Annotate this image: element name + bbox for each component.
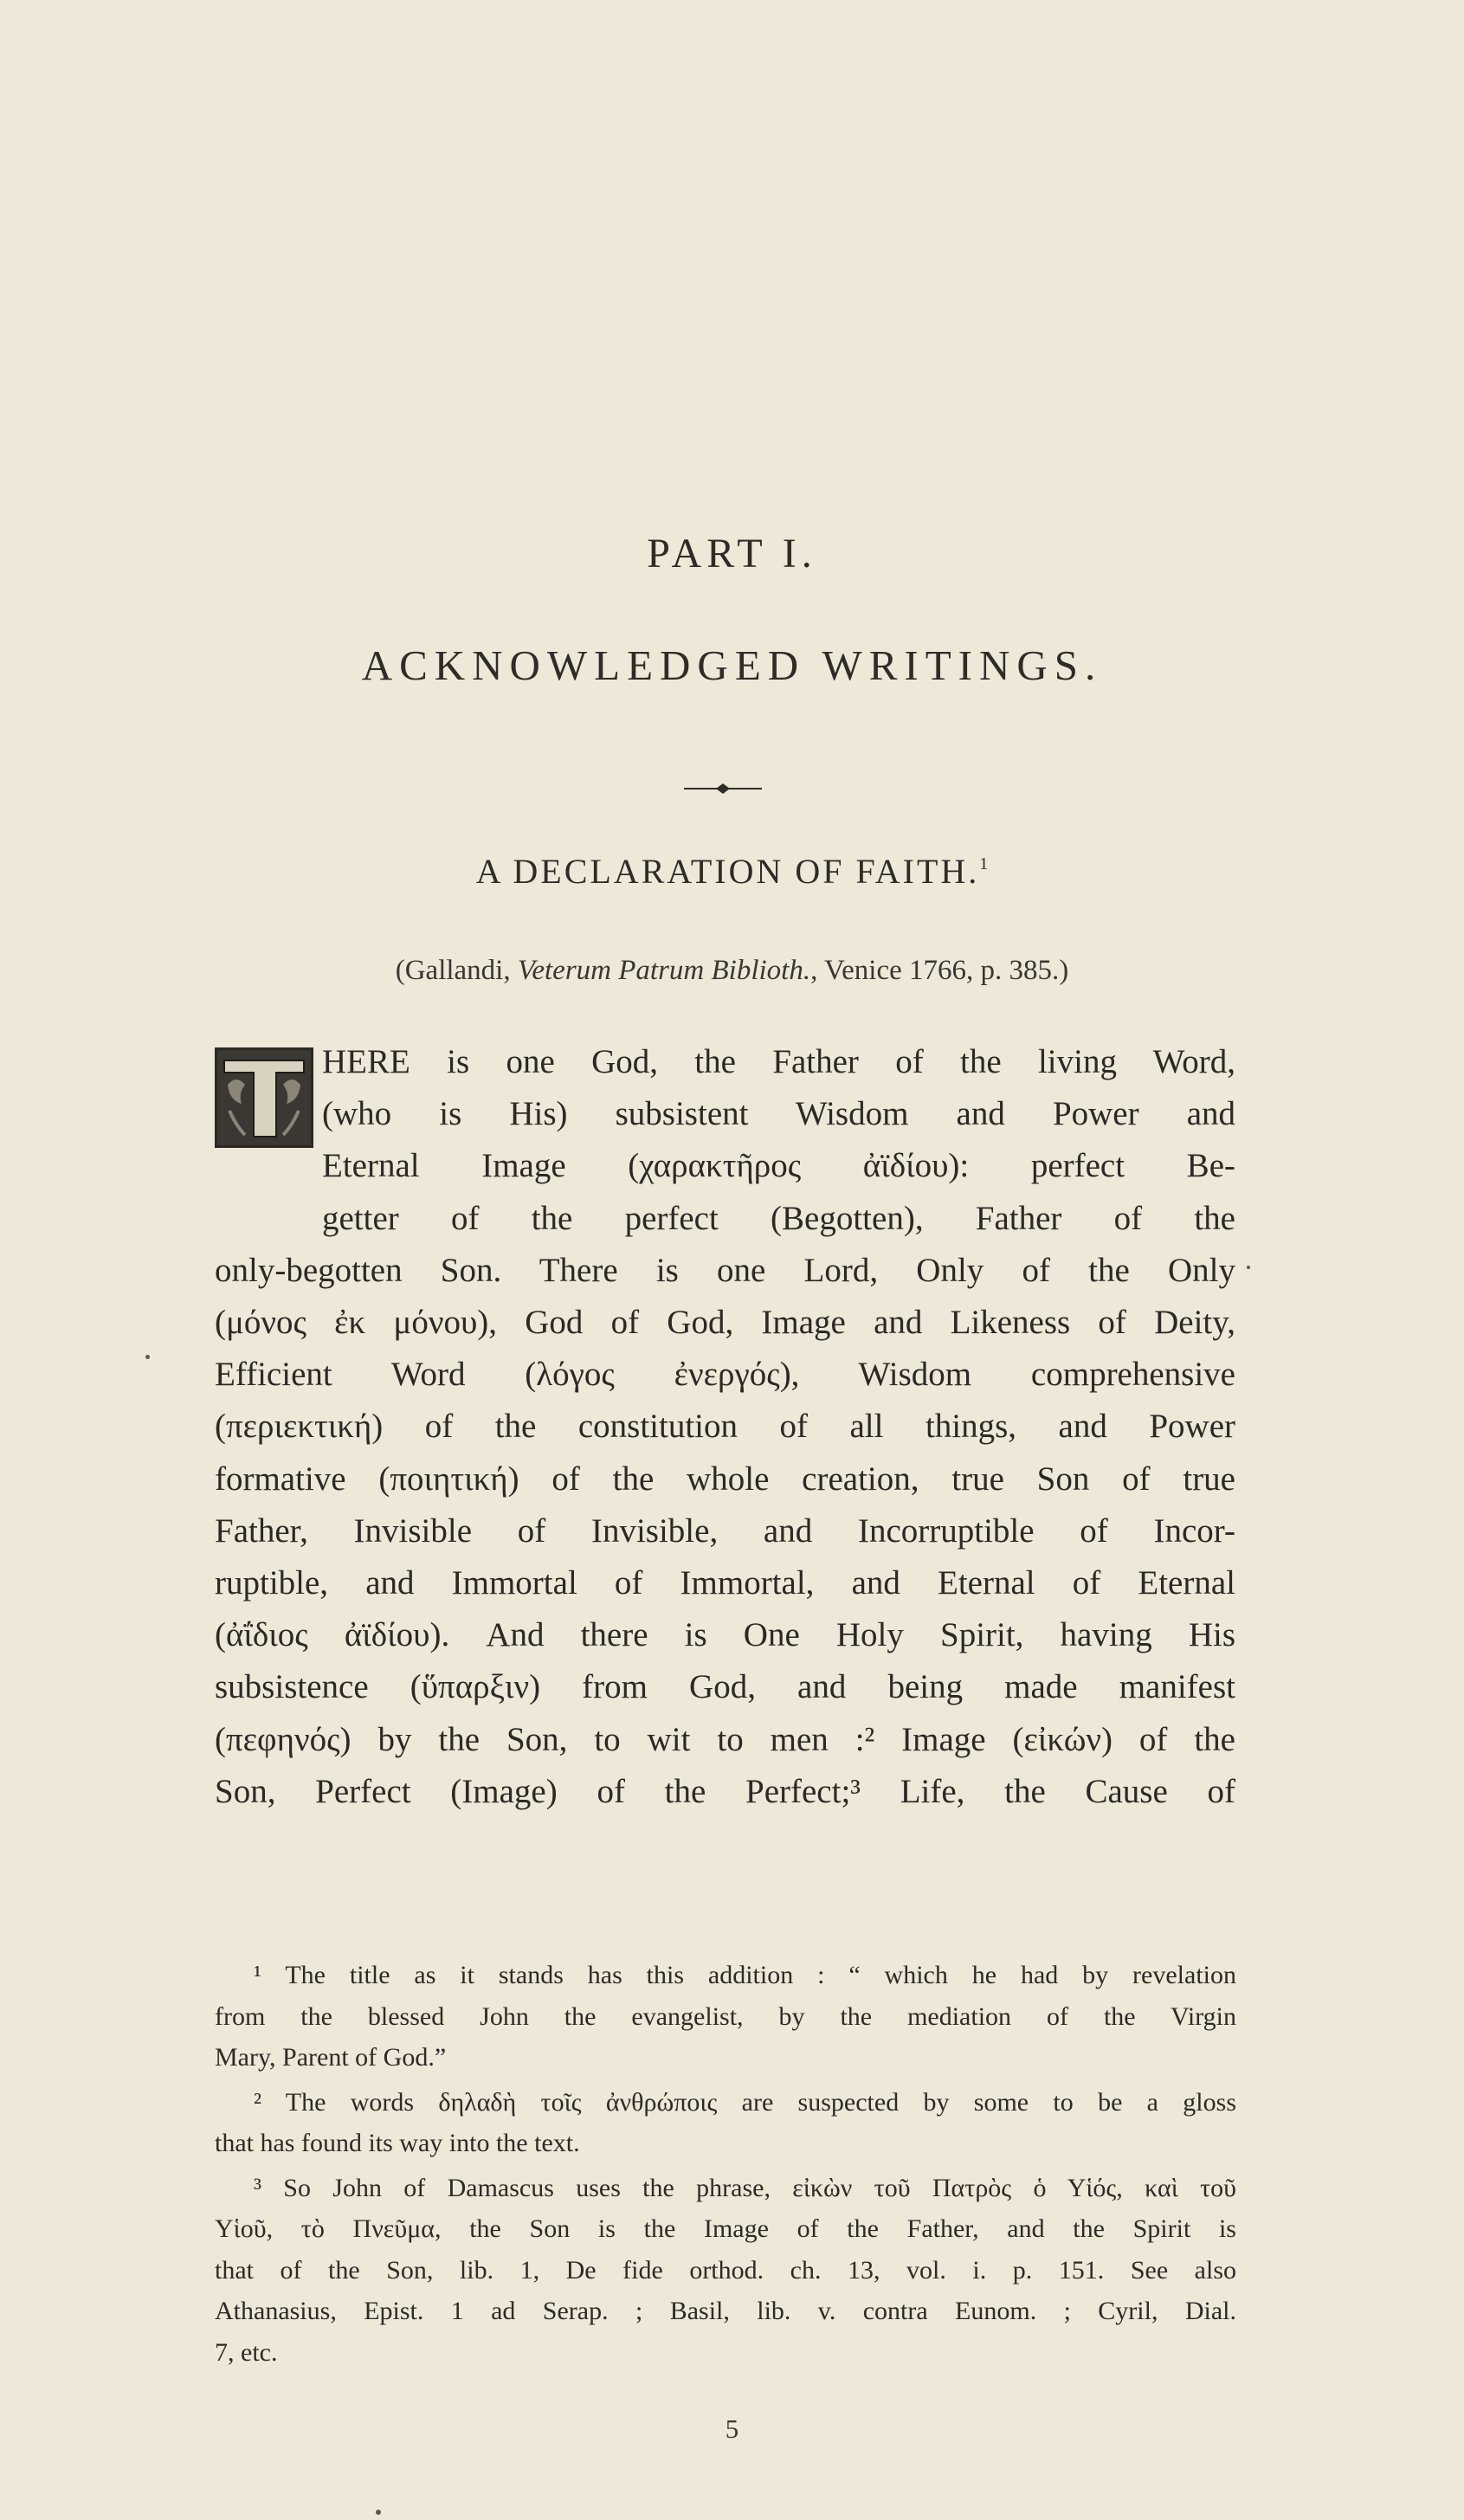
body-line-9: formative (ποιητική) of the whole creation, true Son of true [215, 1460, 1235, 1498]
footnote-3-line-1: ³ So John of Damascus uses the phrase, εἰκὼν τοῦ Πατρὸς ὁ Υἱός, καὶ τοῦ [254, 2173, 1236, 2202]
footnote-1-line-1: ¹ The title as it stands has this addition : “ which he had by revelation [254, 1961, 1236, 1989]
footnote-3-line-2: Υἱοῦ, τὸ Πνεῦμα, the Son is the Image of the Father, and the Spirit is [215, 2214, 1236, 2243]
body-line-15: Son, Perfect (Image) of the Perfect;³ Life, the Cause of [215, 1772, 1235, 1810]
source-suffix: , Venice 1766, p. 385.) [810, 955, 1069, 986]
declaration-title-text: A DECLARATION OF FAITH. [475, 852, 980, 891]
footnote-3-line-4: Athanasius, Epist. 1 ad Serap. ; Basil, lib. v. contra Eunom. ; Cyril, Dial. [215, 2297, 1236, 2325]
body-line-7: Efficient Word (λόγος ἐνεργός), Wisdom comprehensive [215, 1356, 1235, 1394]
body-line-1: HERE is one God, the Father of the living Word, [322, 1043, 1235, 1080]
footnote-2 [215, 2082, 1236, 2164]
footnote-3 [215, 2168, 1236, 2374]
footnote-2-line-1: ² The words δηλαδὴ τοῖς ἀνθρώποις are suspected by some to be a gloss [254, 2087, 1236, 2117]
body-line-3: Eternal Image (χαρακτῆρος ἀϊδίου): perfect Be- [322, 1147, 1235, 1185]
body-line-10: Father, Invisible of Invisible, and Incorruptible of Incor- [215, 1511, 1235, 1550]
ink-speck [145, 1355, 150, 1359]
ornament-rule-icon [684, 783, 762, 794]
body-line-2: (who is His) subsistent Wisdom and Power and [322, 1095, 1235, 1133]
section-title: ACKNOWLEDGED WRITINGS. [361, 641, 1103, 689]
body-line-12: (ἀΐδιος ἀϊδίου). And there is One Holy Spirit, having His [215, 1616, 1235, 1654]
declaration-title [0, 851, 1464, 892]
body-line-13: subsistence (ὕπαρξιν) from God, and being made manifest [215, 1668, 1235, 1706]
part-title: PART I. [647, 531, 817, 577]
body-line-8: (περιεκτική) of the constitution of all things, and Power [215, 1408, 1235, 1446]
body-line-11: ruptible, and Immortal of Immortal, and Eternal of Eternal [215, 1564, 1235, 1602]
ink-speck [376, 2510, 381, 2515]
body-line-14: (πεφηνός) by the Son, to wit to men :² Image (εἰκών) of the [215, 1720, 1235, 1758]
body-line-6: (μόνος ἐκ μόνου), God of God, Image and Likeness of Deity, [215, 1304, 1235, 1342]
footnote-3-line-3: that of the Son, lib. 1, De fide orthod. ch. 13, vol. i. p. 151. See also [215, 2255, 1236, 2285]
source-work: Veterum Patrum Biblioth. [517, 955, 811, 986]
source-prefix: (Gallandi, [395, 955, 518, 986]
body-line-5: only-begotten Son. There is one Lord, Only of the Only [215, 1251, 1235, 1289]
footnotes [215, 1955, 1236, 2376]
footnote-1-line-3: Mary, Parent of God.” [215, 2043, 447, 2072]
source-citation [0, 955, 1464, 987]
page-number: 5 [725, 2414, 739, 2444]
main-paragraph [215, 1036, 1235, 1818]
footnote-1-line-2: from the blessed John the evangelist, by the mediation of the Virgin [215, 2001, 1236, 2031]
footnote-3-line-5: 7, etc. [215, 2337, 278, 2367]
declaration-note-mark: 1 [979, 854, 989, 873]
footnote-1 [215, 1955, 1236, 2079]
footnote-2-line-2: that has found its way into the text. [215, 2129, 580, 2157]
body-line-4: getter of the perfect (Begotten), Father of the [322, 1199, 1235, 1237]
ink-speck [1247, 1266, 1250, 1269]
